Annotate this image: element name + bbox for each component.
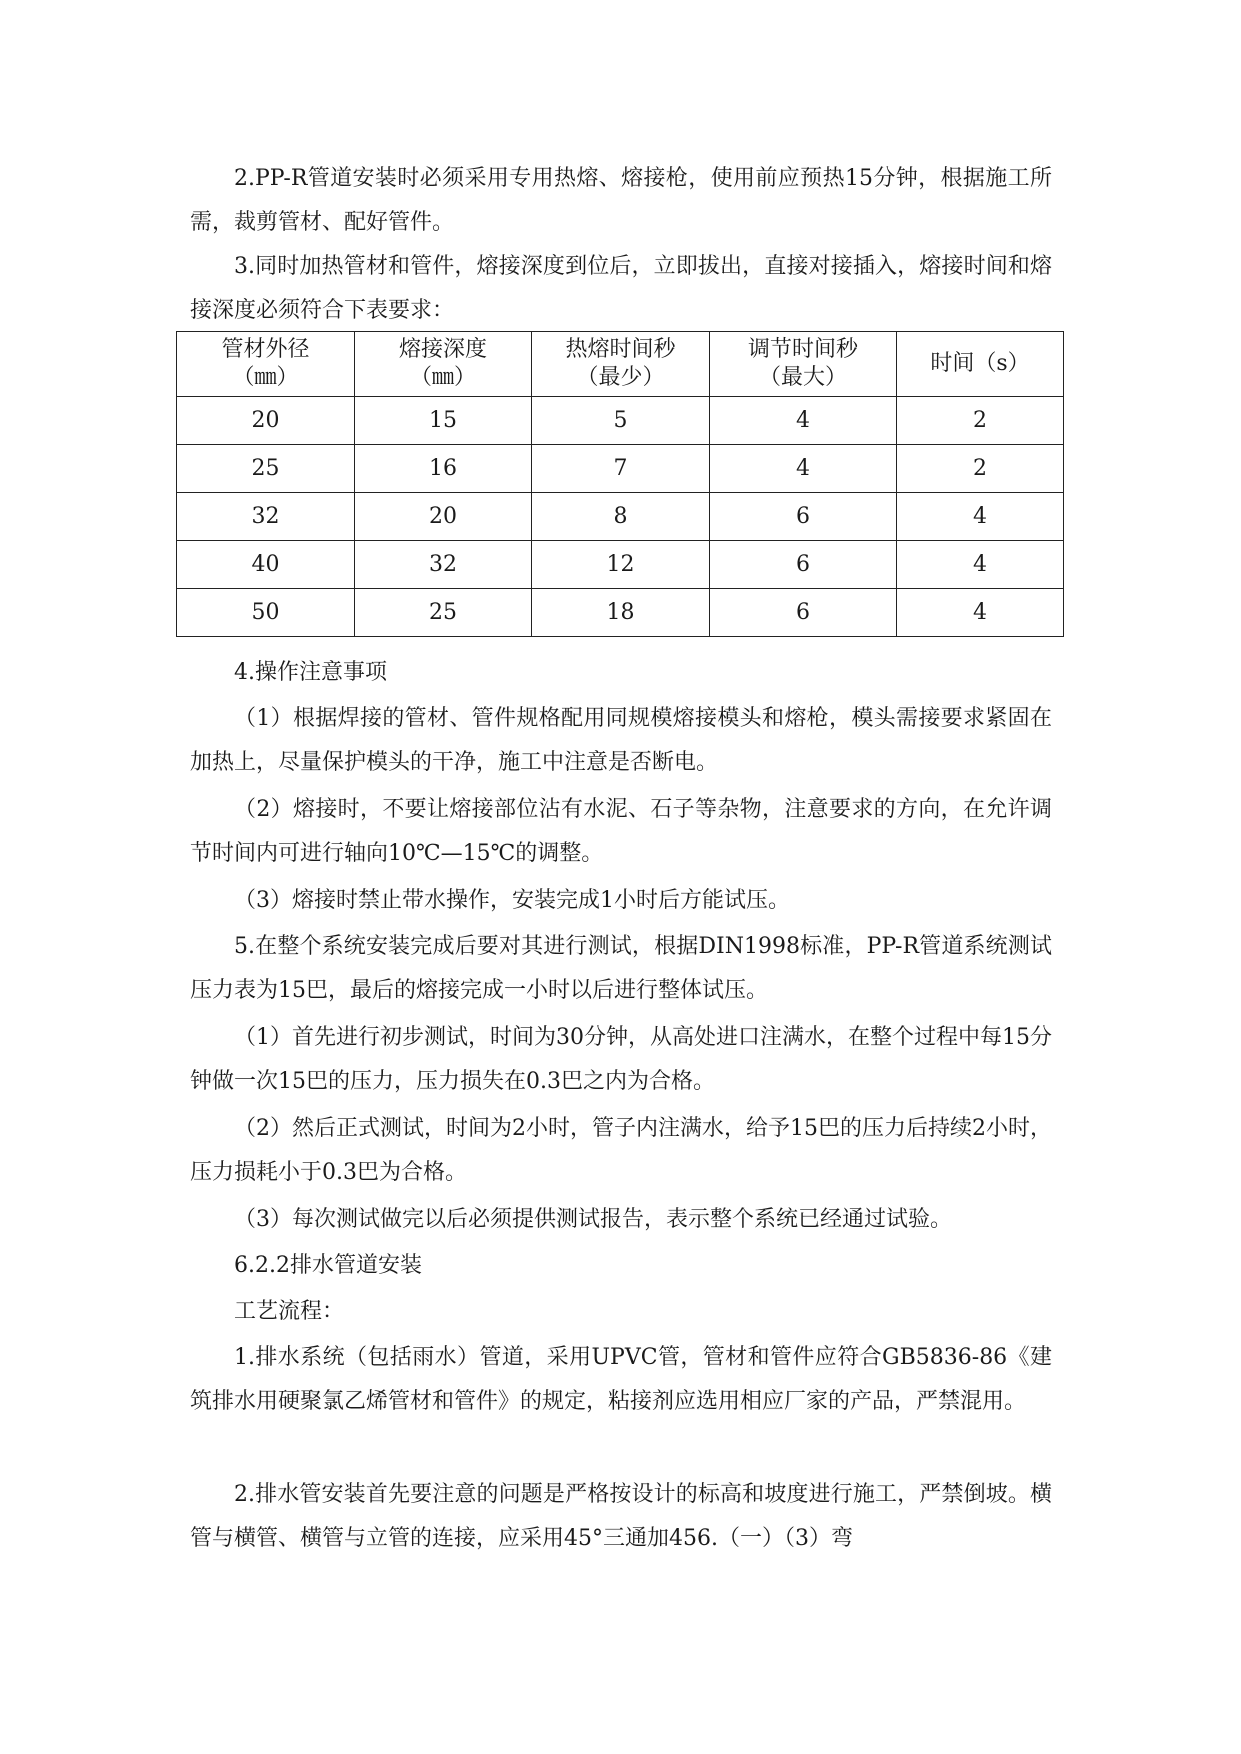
table-cell: 16 [355, 445, 532, 493]
paragraph-system-test: 5.在整个系统安装完成后要对其进行测试，根据DIN1998标准，PP-R管道系统测试压力表为15巴，最后的熔接完成一小时以后进行整体试压。 [190, 934, 1052, 1003]
table-cell: 20 [177, 397, 355, 445]
table-cell: 18 [532, 589, 710, 637]
table-cell: 50 [177, 589, 355, 637]
table-row [177, 397, 1064, 445]
table-cell: 6 [710, 493, 897, 541]
table-cell: 2 [897, 445, 1064, 493]
paragraph-test-2: （2）然后正式测试，时间为2小时，管子内注满水，给予15巴的压力后持续2小时，压力损耗小于0.3巴为合格。 [190, 1116, 1052, 1185]
table-cell: 2 [897, 397, 1064, 445]
section-heading-process-flow: 工艺流程： [234, 1299, 345, 1324]
table-cell: 32 [177, 493, 355, 541]
table-row [177, 493, 1064, 541]
paragraph-note-3: （3）熔接时禁止带水操作，安装完成1小时后方能试压。 [234, 888, 790, 913]
table-cell: 25 [177, 445, 355, 493]
table-cell: 4 [897, 589, 1064, 637]
table-cell: 4 [897, 493, 1064, 541]
section-heading-operation-notes: 4.操作注意事项 [234, 660, 387, 685]
table-cell: 4 [897, 541, 1064, 589]
table-cell: 4 [710, 445, 897, 493]
table-row [177, 541, 1064, 589]
paragraph-ppr-install: 2.PP-R管道安装时必须采用专用热熔、熔接枪，使用前应预热15分钟，根据施工所需，裁剪管材、配好管件。 [190, 166, 1052, 235]
table-cell: 15 [355, 397, 532, 445]
table-cell: 7 [532, 445, 710, 493]
paragraph-test-3: （3）每次测试做完以后必须提供测试报告，表示整个系统已经通过试验。 [234, 1207, 952, 1232]
paragraph-note-1: （1）根据焊接的管材、管件规格配用同规模熔接模头和熔枪，模头需接要求紧固在加热上，尽量保护模头的干净，施工中注意是否断电。 [190, 706, 1052, 775]
table-cell: 4 [710, 397, 897, 445]
table-cell: 6 [710, 589, 897, 637]
fusion-parameters-table [176, 331, 1064, 637]
table-row [177, 445, 1064, 493]
table-cell: 20 [355, 493, 532, 541]
table-cell: 40 [177, 541, 355, 589]
paragraph-heating: 3.同时加热管材和管件，熔接深度到位后，立即拔出，直接对接插入，熔接时间和熔接深度必须符合下表要求： [190, 254, 1052, 323]
header-adjust-time: 调节时间秒 （最大） [710, 332, 897, 397]
paragraph-note-2: （2）熔接时，不要让熔接部位沾有水泥、石子等杂物，注意要求的方向，在允许调节时间内可进行轴向10℃—15℃的调整。 [190, 797, 1052, 866]
section-heading-drainage: 6.2.2排水管道安装 [234, 1253, 422, 1278]
paragraph-test-1: （1）首先进行初步测试，时间为30分钟，从高处进口注满水，在整个过程中每15分钟做一次15巴的压力，压力损失在0.3巴之内为合格。 [190, 1025, 1052, 1094]
header-time: 时间（s） [897, 332, 1064, 397]
table-cell: 5 [532, 397, 710, 445]
table-cell: 8 [532, 493, 710, 541]
table-cell: 6 [710, 541, 897, 589]
table-row [177, 589, 1064, 637]
table-cell: 32 [355, 541, 532, 589]
header-heating-time: 热熔时间秒 （最少） [532, 332, 710, 397]
header-fusion-depth: 熔接深度 （㎜） [355, 332, 532, 397]
paragraph-drainage-2: 2.排水管安装首先要注意的问题是严格按设计的标高和坡度进行施工，严禁倒坡。横管与横管、横管与立管的连接，应采用45°三通加456.（一）（3）弯 [190, 1482, 1052, 1551]
paragraph-drainage-1: 1.排水系统（包括雨水）管道，采用UPVC管，管材和管件应符合GB5836-86《建筑排水用硬聚氯乙烯管材和管件》的规定，粘接剂应选用相应厂家的产品，严禁混用。 [190, 1345, 1052, 1414]
header-pipe-outer-diameter: 管材外径 （㎜） [177, 332, 355, 397]
table-cell: 12 [532, 541, 710, 589]
table-cell: 25 [355, 589, 532, 637]
table-header-row [177, 332, 1064, 397]
